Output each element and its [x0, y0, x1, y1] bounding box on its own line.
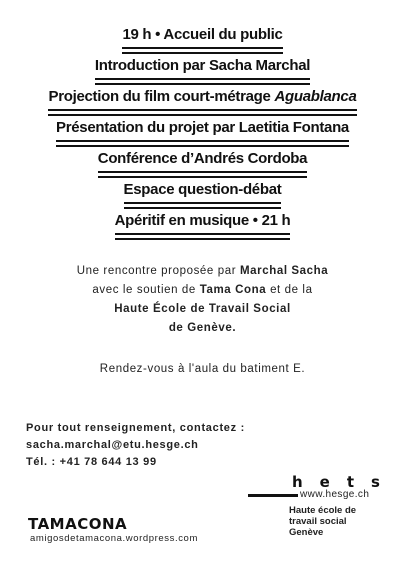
school-city: de Genève. [168, 322, 237, 334]
schedule-item-welcome: 19 h • Accueil du public [122, 26, 282, 49]
tamacona-website[interactable]: amigosdetamacona.wordpress.com [30, 533, 198, 544]
hets-logo-bar [248, 494, 298, 497]
tamacona-logo: TAMACONA [28, 515, 128, 533]
contact-heading: Pour tout renseignement, contactez : [26, 422, 245, 434]
hets-school-name [289, 505, 356, 538]
intro-line-2-text-b: et de la [270, 284, 313, 296]
rendezvous-note: Rendez-vous à l'aula du batiment E. [99, 363, 306, 375]
intro-line-2 [0, 281, 405, 300]
organizer-name: Marchal Sacha [239, 265, 329, 277]
intro-paragraph [0, 262, 405, 338]
hets-name-line: travail social [289, 516, 347, 527]
intro-line-1-text: Une rencontre proposée par [76, 265, 237, 277]
hets-name-line: Genève [289, 527, 324, 538]
schedule-item-conference: Conférence d’Andrés Cordoba [98, 150, 307, 173]
schedule-item-aperitif: Apéritif en musique • 21 h [115, 212, 291, 235]
supporter-name: Tama Cona [199, 284, 267, 296]
intro-line-3 [0, 300, 405, 319]
intro-line-4 [0, 319, 405, 338]
film-projection-label: Projection du film court-métrage [48, 88, 271, 105]
schedule-item-introduction: Introduction par Sacha Marchal [95, 57, 310, 80]
hets-name-line: Haute école de [289, 505, 357, 516]
contact-block [26, 420, 245, 471]
hets-website[interactable]: www.hesge.ch [300, 489, 370, 500]
schedule-item-debate: Espace question-débat [124, 181, 282, 204]
school-name: Haute École de Travail Social [114, 303, 291, 315]
schedule-item-project-presentation: Présentation du projet par Laetitia Fontana [56, 119, 349, 142]
hets-logo: hets [292, 473, 397, 491]
schedule [0, 26, 405, 243]
intro-line-1 [0, 262, 405, 281]
contact-phone: Tél. : +41 78 644 13 99 [26, 456, 157, 468]
contact-email[interactable]: sacha.marchal@etu.hesge.ch [26, 439, 199, 451]
schedule-item-film-projection [48, 88, 356, 111]
film-title: Aguablanca [274, 88, 357, 105]
intro-line-2-text-a: avec le soutien de [92, 284, 196, 296]
